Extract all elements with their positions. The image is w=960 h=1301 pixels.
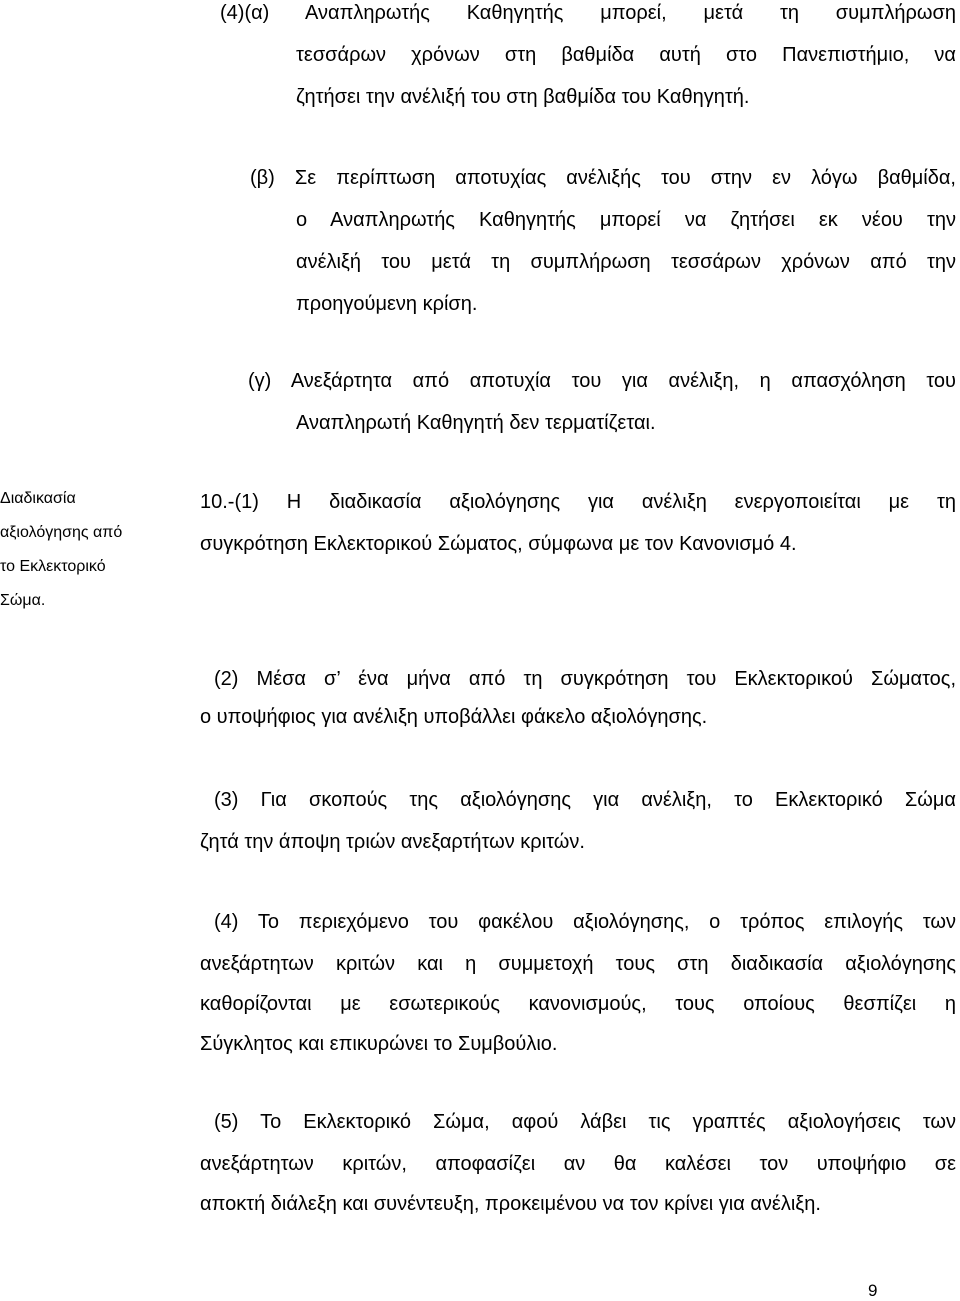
article-10-1-line: 10.-(1) Η διαδικασία αξιολόγησης για ανέλιξη ενεργοποιείται με τη bbox=[200, 491, 956, 513]
paragraph-4b-line: ο Αναπληρωτής Καθηγητής μπορεί να ζητήσει εκ νέου την bbox=[296, 209, 956, 231]
article-10-2-line: (2) Μέσα σ’ ένα μήνα από τη συγκρότηση του Εκλεκτορικού Σώματος, bbox=[214, 668, 956, 690]
article-10-2-line: ο υποψήφιος για ανέλιξη υποβάλλει φάκελο αξιολόγησης. bbox=[200, 706, 708, 728]
paragraph-4b-line: (β) Σε περίπτωση αποτυχίας ανέλιξής του στην εν λόγω βαθμίδα, bbox=[250, 167, 956, 189]
paragraph-4c-line: Αναπληρωτή Καθηγητή δεν τερματίζεται. bbox=[296, 412, 656, 434]
margin-note-line: Σώμα. bbox=[0, 592, 46, 609]
article-10-3-line: (3) Για σκοπούς της αξιολόγησης για ανέλιξη, το Εκλεκτορικό Σώμα bbox=[214, 789, 956, 811]
margin-note-line: Διαδικασία bbox=[0, 490, 76, 507]
paragraph-4b-line: προηγούμενη κρίση. bbox=[296, 293, 478, 315]
article-10-4-line: (4) Το περιεχόμενο του φακέλου αξιολόγησης, ο τρόπος επιλογής των bbox=[214, 911, 956, 933]
article-10-5-line: ανεξάρτητων κριτών, αποφασίζει αν θα καλέσει τον υποψήφιο σε bbox=[200, 1153, 956, 1175]
page-number: 9 bbox=[868, 1281, 878, 1300]
article-10-4-line: καθορίζονται με εσωτερικούς κανονισμούς, τους οποίους θεσπίζει η bbox=[200, 993, 956, 1015]
paragraph-4a-line: τεσσάρων χρόνων στη βαθμίδα αυτή στο Πανεπιστήμιο, να bbox=[296, 44, 956, 66]
article-10-5-line: αποκτή διάλεξη και συνέντευξη, προκειμένου να τον κρίνει για ανέλιξη. bbox=[200, 1193, 821, 1215]
paragraph-4b-line: ανέλιξή του μετά τη συμπλήρωση τεσσάρων χρόνων από την bbox=[296, 251, 956, 273]
article-10-1-line: συγκρότηση Εκλεκτορικού Σώματος, σύμφωνα με τον Κανονισμό 4. bbox=[200, 533, 797, 555]
article-10-3-line: ζητά την άποψη τριών ανεξαρτήτων κριτών. bbox=[200, 831, 585, 853]
paragraph-4a-line: (4)(α) Αναπληρωτής Καθηγητής μπορεί, μετά τη συμπλήρωση bbox=[220, 2, 956, 24]
margin-note-line: αξιολόγησης από bbox=[0, 524, 123, 541]
article-10-5-line: (5) Το Εκλεκτορικό Σώμα, αφού λάβει τις γραπτές αξιολογήσεις των bbox=[214, 1111, 956, 1133]
article-10-4-line: ανεξάρτητων κριτών και η συμμετοχή τους στη διαδικασία αξιολόγησης bbox=[200, 953, 956, 975]
paragraph-4a-line: ζητήσει την ανέλιξή του στη βαθμίδα του Καθηγητή. bbox=[296, 86, 750, 108]
article-10-4-line: Σύγκλητος και επικυρώνει το Συμβούλιο. bbox=[200, 1033, 558, 1055]
paragraph-4c-line: (γ) Ανεξάρτητα από αποτυχία του για ανέλιξη, η απασχόληση του bbox=[248, 370, 956, 392]
margin-note-line: το Εκλεκτορικό bbox=[0, 558, 106, 575]
